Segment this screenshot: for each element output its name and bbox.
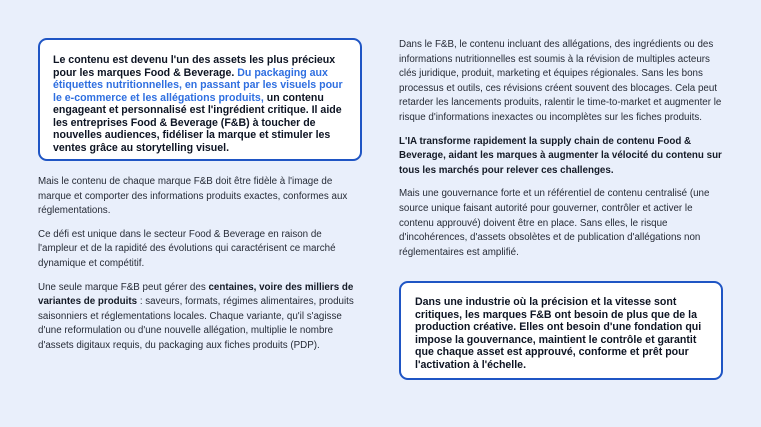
- right-paragraph-1: Dans le F&B, le contenu incluant des allégations, des ingrédients ou des informations nutritionnelles est soumis à la révision de multiples acteurs clés juridique, produit, marketing et équipes régionales. Sans les bons processus et outils, ces révisions créent souvent des blocages. Cela peut retarder les lancements produits, ralentir le time-to-market et augmenter le risque d'informations inexactes ou incomplètes sur les fiches produits.: [399, 39, 722, 123]
- intro-callout-box: [38, 38, 362, 161]
- intro-callout-text: [53, 54, 348, 154]
- intro-callout-part1: Le contenu est devenu l'un des assets les plus précieux pour les marques Food & Beverage.: [53, 54, 336, 79]
- left-paragraph-3-bold: centaines, voire des milliers de variantes de produits: [38, 281, 354, 308]
- left-paragraph-1: Mais le contenu de chaque marque F&B doit être fidèle à l'image de marque et comporter des informations produits exactes, conformes aux réglementations.: [38, 176, 348, 217]
- left-column: [38, 175, 356, 363]
- right-column: [399, 38, 729, 269]
- left-paragraph-3: [38, 281, 356, 354]
- right-paragraph-3: Mais une gouvernance forte et un référentiel de contenu centralisé (une source unique faisant autorité pour gouverner, contrôler et activer le contenu approuvé) doivent être en place. Sans elles, le risque d'incohérences, d'assets obsolètes et de publication d'allégations non réglementaires est amplifié.: [399, 188, 710, 258]
- right-paragraph-2: L'IA transforme rapidement la supply chain de contenu Food & Beverage, aidant les marques à augmenter la vélocité du contenu sur tous les marchés pour relever ces challenges.: [399, 135, 722, 176]
- conclusion-callout-box: [399, 281, 723, 380]
- intro-callout-part2: un contenu engageant et personnalisé est l'ingrédient critique. Il aide les entreprises Food & Beverage (F&B) à toucher de nouvelles audiences, fidéliser la marque et stimuler les ventes grâce au storytelling visuel.: [53, 91, 342, 154]
- left-paragraph-3-end: : saveurs, formats, régimes alimentaires, produits saisonniers et réglementations locales. Chaque variante, qu'il s'agisse d'une reformulation ou d'une nouvelle allégation, multiplie le nombre d'assets digitaux requis, du packaging aux fiches produits (PDP).: [38, 296, 354, 351]
- intro-callout-highlight: Du packaging aux étiquettes nutritionnelles, en passant par les visuels pour le e-commerce et les allégations produits,: [53, 66, 343, 104]
- left-paragraph-2: Ce défi est unique dans le secteur Food & Beverage en raison de l'ampleur et de la rapidité des évolutions qui caractérisent ce marché dynamique et compétitif.: [38, 228, 336, 269]
- conclusion-callout-text: Dans une industrie où la précision et la vitesse sont critiques, les marques F&B ont besoin de plus que de la production créative. Elles ont besoin d'une fondation qui impose la gouvernance, maintient le contrôle et garantit que chaque asset est approuvé, conforme et prêt pour l'activation à l'échelle.: [415, 296, 702, 371]
- left-paragraph-3-start: Une seule marque F&B peut gérer des: [38, 281, 209, 293]
